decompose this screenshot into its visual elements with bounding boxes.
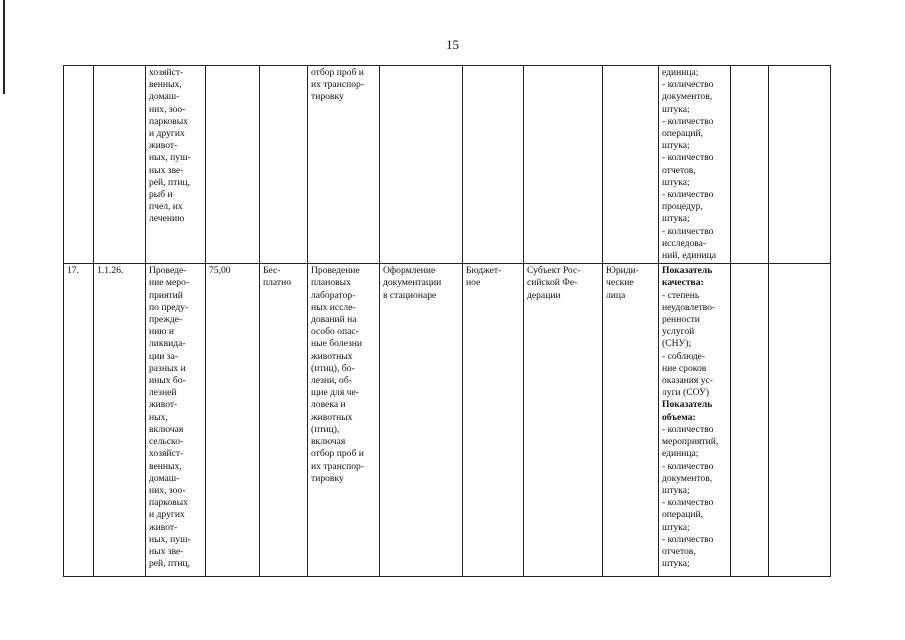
text-line: хозяйст- [149,448,184,460]
indicator-line: (СНУ); [662,338,692,350]
indicator-line: - соблюде- [662,350,706,362]
text-line: дований на [311,314,357,326]
service-name-text [149,265,202,570]
indicator-heading: объема: [662,411,696,423]
text-line: - количество [662,189,714,201]
text-line: ных, [149,411,168,423]
text-line: ний, единица [662,250,717,262]
indicator-line: - количество [662,423,714,435]
text-line: них, зоо- [149,484,186,496]
text-line: животных [311,350,353,362]
institution-type-text [466,265,520,289]
text-line: ные болезни [311,338,363,350]
text-line: венных, [149,79,182,91]
text-line: ное [466,277,481,289]
form-text [383,265,459,302]
text-line: ных иссле- [311,301,356,313]
cell-institution-type [463,264,524,577]
indicators-text [662,265,727,570]
text-line: сельско- [149,436,184,448]
cell-responsible [524,66,603,264]
indicator-line: луги (СОУ) [662,387,710,399]
text-line: разных и [149,362,186,374]
text-line: документации [383,277,442,289]
text-line: и других [149,128,185,140]
indicator-heading: качества: [662,277,704,289]
text-line: ловека и [311,399,346,411]
text-line: и других [149,509,185,521]
text-line: включая [311,436,346,448]
text-line: Бес- [263,265,281,277]
content-text [311,67,376,104]
text-line: отбор проб и [311,67,364,78]
text-line: лезни, об- [311,375,352,387]
text-line: их транспор- [311,79,365,91]
text-line: ческие [606,277,634,289]
text-line: нию и [149,326,174,338]
cell-form [380,66,463,264]
indicator-line: - количество [662,497,714,509]
cell-norm-cost [206,66,260,264]
table-row-17 [64,264,831,577]
text-line: ных, пуш- [149,533,191,545]
text-line: штука; [662,213,690,225]
indicator-line: операций, [662,509,704,521]
text-line: живот- [149,521,178,533]
text-line: лечению [149,213,185,225]
text-line: прежде- [149,314,183,326]
indicator-line: единица; [662,448,699,460]
indicator-line: - степень [662,289,700,301]
cell-form [380,264,463,577]
cell-institution-type [463,66,524,264]
cell-norm-cost: 75,00 [206,264,260,577]
indicator-line: отчетов, [662,545,696,557]
text-line: животных [311,411,353,423]
text-line: лезней [149,387,177,399]
text-line: рей, птиц, [149,176,190,188]
payment-text [263,265,304,289]
text-line: по преду- [149,301,189,313]
text-line: процедур, [662,201,703,213]
indicator-line: штука; [662,484,690,496]
text-line: них, зоо- [149,103,186,115]
text-line: пчел, их [149,201,183,213]
text-line: сийской Фе- [527,277,578,289]
text-line: иных бо- [149,375,186,387]
content-text [311,265,376,485]
indicator-line: документов, [662,472,713,484]
text-line: рей, птиц, [149,558,190,570]
text-line: ных, пуш- [149,152,191,164]
text-line: венных, [149,460,182,472]
text-line: живот- [149,399,178,411]
text-line: дерации [527,289,561,301]
cell-content [308,66,380,264]
cell-content [308,264,380,577]
text-line: (птиц), [311,423,340,435]
text-line: щие для че- [311,387,359,399]
text-line: операций, [662,128,704,140]
text-line: Проведе- [149,265,187,277]
indicators-text [662,67,727,262]
text-line: ние меро- [149,277,190,289]
text-line: ных зве- [149,164,184,176]
indicator-line: услугой [662,326,695,338]
text-line: лица [606,289,626,301]
cell-extra-1 [731,264,769,577]
text-line: - количество [662,152,714,164]
text-line: штука; [662,140,690,152]
cell-service-name [146,66,206,264]
cell-payment [260,66,308,264]
indicator-line: ние сроков [662,362,707,374]
text-line: живот- [149,140,178,152]
continued-row [64,66,831,264]
cell-responsible [524,264,603,577]
indicator-line: - количество [662,460,714,472]
indicator-line: штука; [662,521,690,533]
text-line: Юриди- [606,265,640,277]
text-line: штука; [662,176,690,188]
text-line: штука; [662,103,690,115]
cell-payment [260,264,308,577]
text-line: ции за- [149,350,179,362]
text-line: платно [263,277,292,289]
indicator-line: оказания ус- [662,375,713,387]
text-line: домаш- [149,91,180,103]
text-line: Субъект Рос- [527,265,581,277]
indicator-line: мероприятий, [662,436,719,448]
text-line: документов, [662,91,713,103]
text-line: - количество [662,79,714,91]
cell-service-name [146,264,206,577]
text-line: отчетов, [662,164,696,176]
text-line: ликвида- [149,338,186,350]
text-line: парковых [149,497,188,509]
indicator-line: неудовлетво- [662,301,716,313]
text-line: их транспор- [311,460,365,472]
text-line: Бюджет- [466,265,502,277]
text-line: хозяйст- [149,67,184,78]
cell-extra-1 [731,66,769,264]
text-line: Проведение [311,265,360,277]
cell-code [94,66,146,264]
text-line: - количество [662,115,714,127]
text-line: исследова- [662,237,707,249]
text-line: лаборатор- [311,289,356,301]
cell-code: 1.1.26. [94,264,146,577]
text-line: плановых [311,277,351,289]
service-name-text [149,67,202,226]
page-number: 15 [446,37,459,52]
cell-indicators [659,66,731,264]
text-line: тировку [311,91,344,103]
text-line: тировку [311,472,344,484]
text-line: ных зве- [149,545,184,557]
cell-extra-2 [769,264,831,577]
cell-indicators [659,264,731,577]
text-line: включая [149,423,184,435]
text-line: отбор проб и [311,448,364,460]
text-line: домаш- [149,472,180,484]
text-line: особо опас- [311,326,359,338]
text-line: приятий [149,289,183,301]
text-line: (птиц), бо- [311,362,355,374]
cell-consumers [603,264,659,577]
responsible-text [527,265,599,302]
indicator-line: штука; [662,558,690,570]
cell-extra-2 [769,66,831,264]
cell-consumers [603,66,659,264]
indicator-heading: Показатель [662,399,713,411]
indicator-heading: Показатель [662,265,713,277]
services-register-table [63,65,831,577]
cell-number [64,66,94,264]
indicator-line: ренности [662,314,700,326]
cell-number: 17. [64,264,94,577]
text-line: рыб и [149,189,173,201]
text-line: парковых [149,115,188,127]
text-line: в стационаре [383,289,437,301]
indicator-line: - количество [662,533,714,545]
text-line: единица; [662,67,699,78]
text-line: Оформление [383,265,436,277]
text-line: - количество [662,225,714,237]
consumers-text [606,265,655,302]
